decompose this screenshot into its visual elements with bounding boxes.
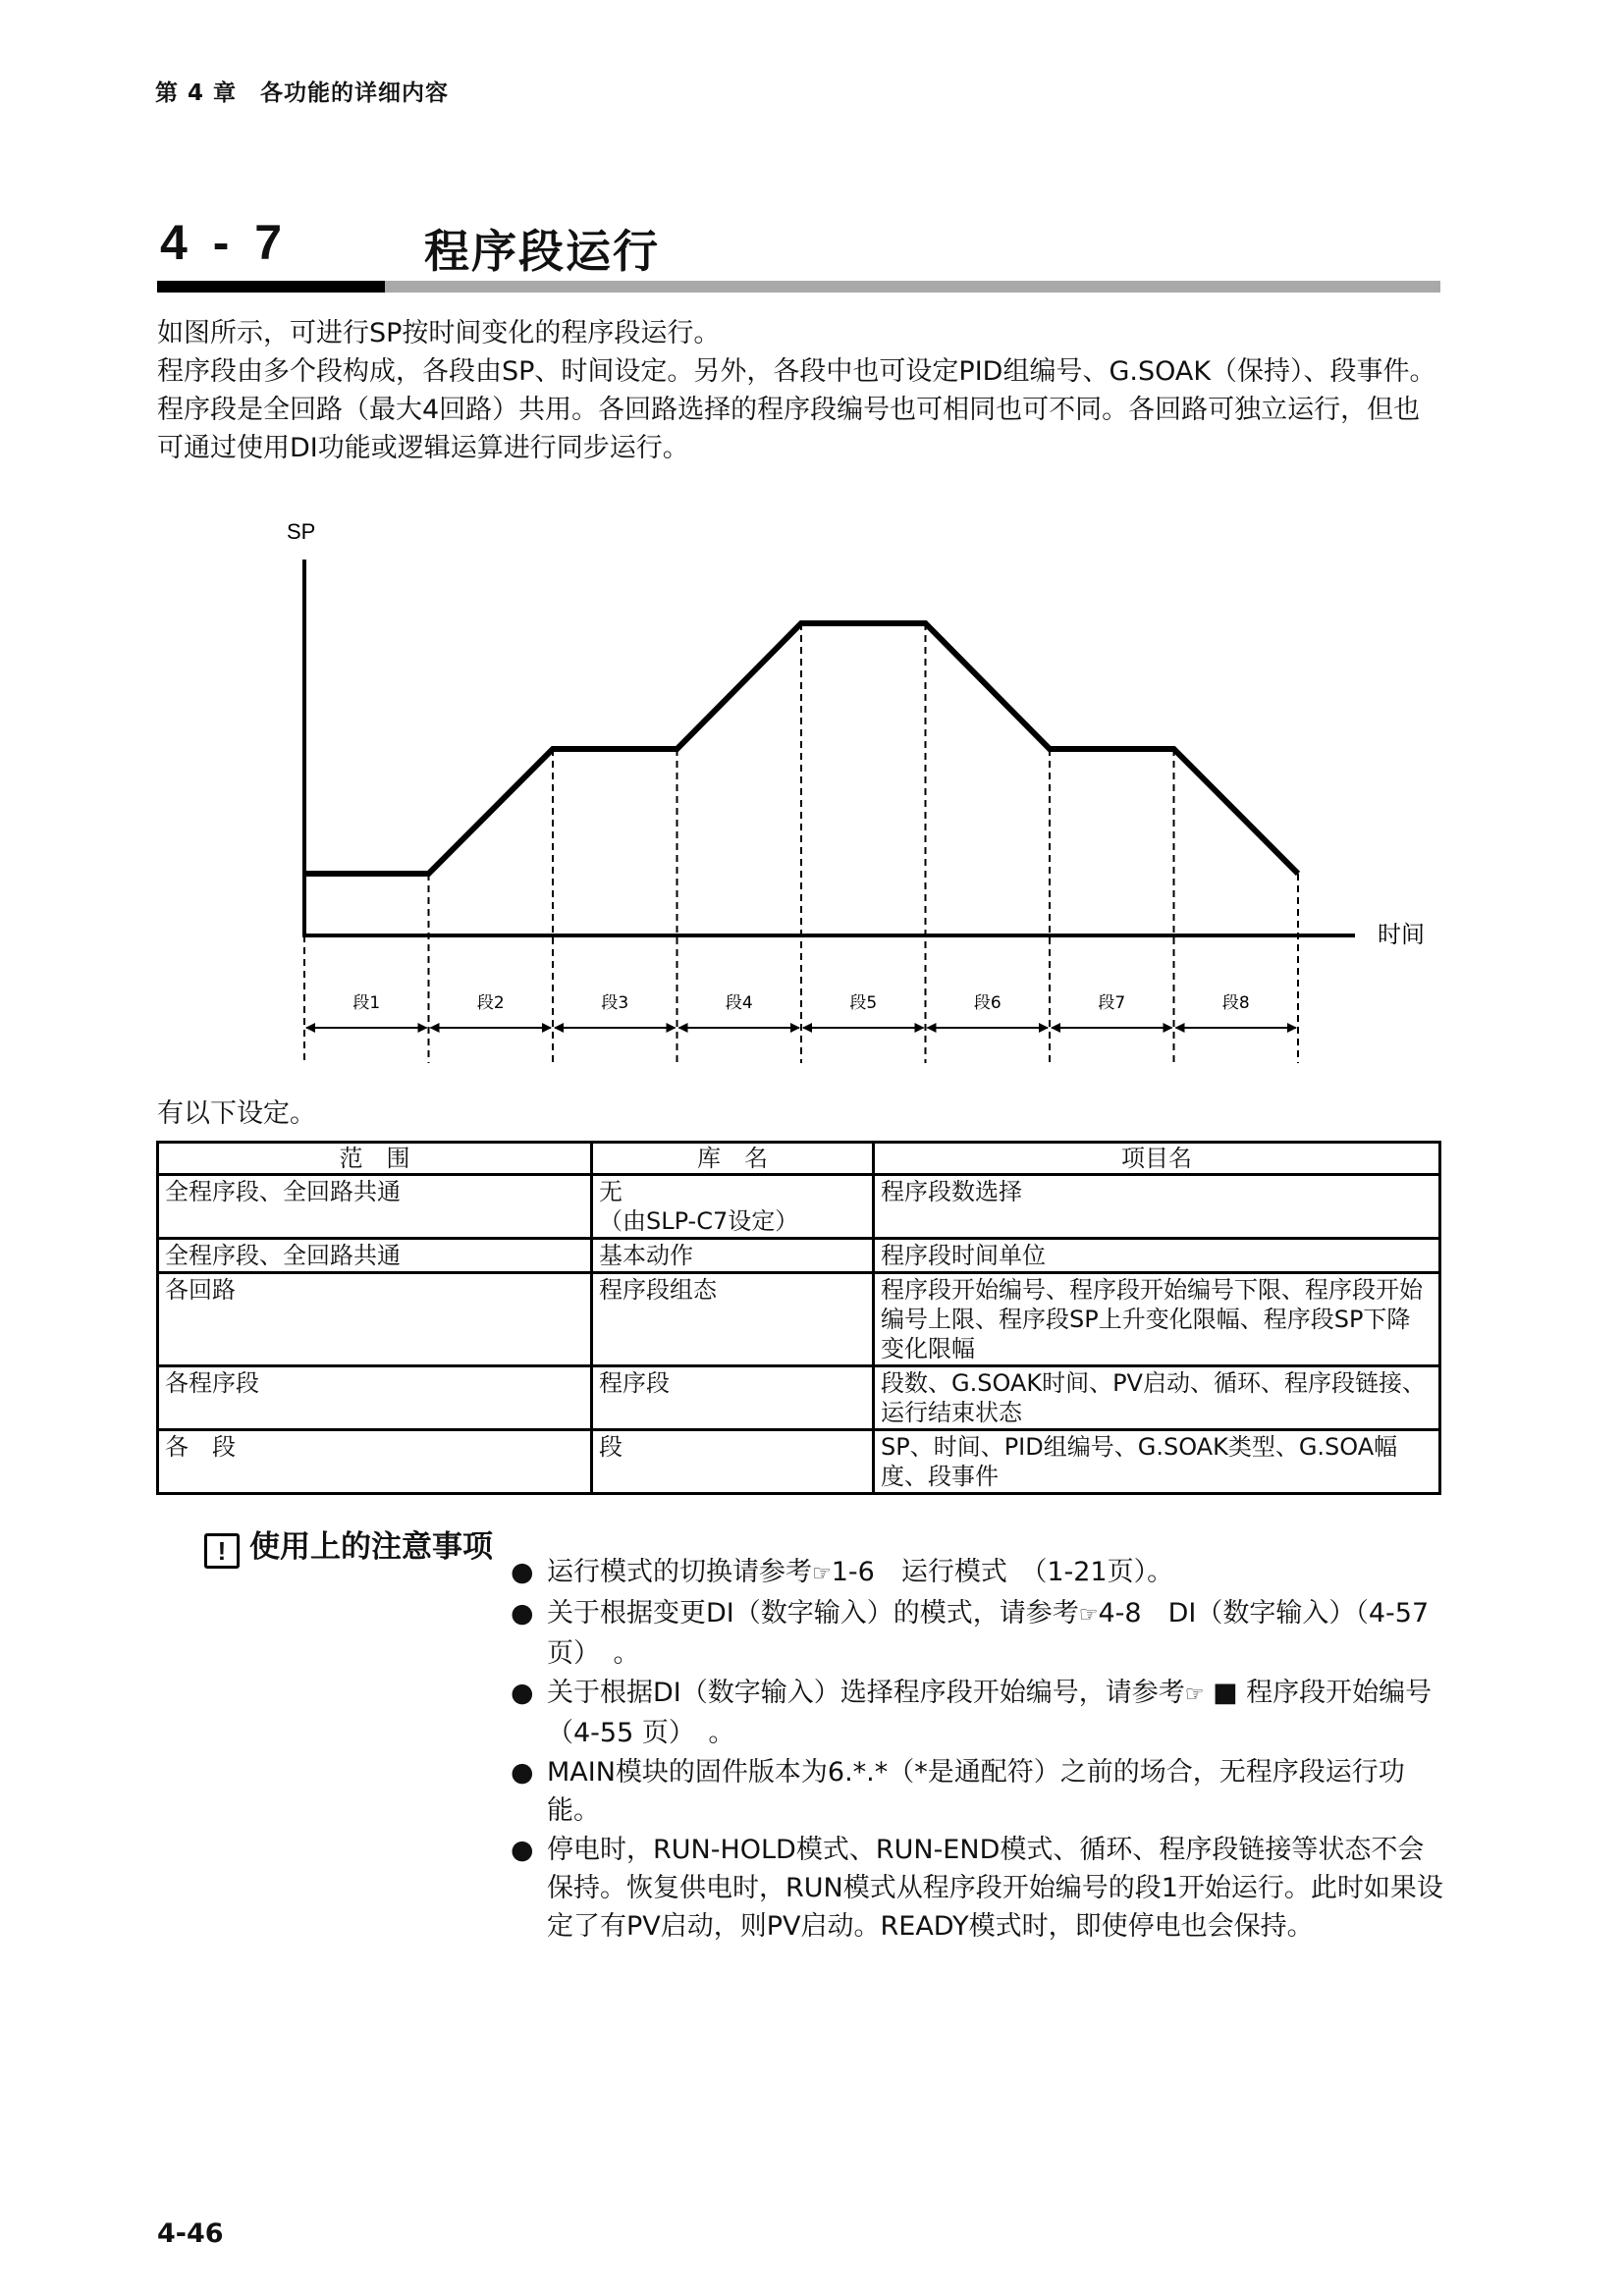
intro-paragraph: 程序段由多个段构成，各段由SP、时间设定。另外，各段中也可设定PID组编号、G.SOAK（保持）、段事件。 bbox=[157, 356, 1436, 387]
table-row bbox=[158, 1239, 1440, 1273]
bullet-icon: ● bbox=[511, 1598, 534, 1629]
bullet-icon: ● bbox=[511, 1557, 534, 1587]
segment-label: 段5 bbox=[849, 993, 878, 1013]
reference-text: ■ 程序段开始编号 （4-55 页） 。 bbox=[547, 1678, 1459, 1748]
table-cell: SP、时间、PID组编号、G.SOAK类型、G.SOA幅度、段事件 bbox=[874, 1430, 1440, 1494]
reference-icon: ☞ bbox=[1078, 1603, 1099, 1628]
segment-label: 段6 bbox=[973, 993, 1001, 1013]
table-cell: 各回路 bbox=[158, 1273, 592, 1366]
list-item bbox=[511, 1753, 1443, 1830]
title-rule-gray bbox=[385, 281, 1440, 293]
note-text: MAIN模块的固件版本为6.*.*（*是通配符）之前的场合，无程序段运行功能。 bbox=[547, 1757, 1405, 1826]
section-number: 4 - 7 bbox=[160, 215, 289, 270]
col-header-item: 项目名 bbox=[874, 1143, 1440, 1175]
note-text: 关于根据变更DI（数字输入）的模式，请参考 bbox=[547, 1598, 1079, 1629]
table-cell: 基本动作 bbox=[592, 1239, 874, 1273]
program-pattern-chart bbox=[265, 515, 1425, 1075]
caution-icon: ! bbox=[204, 1533, 240, 1569]
segment-label: 段8 bbox=[1221, 993, 1250, 1013]
segment-label: 段4 bbox=[725, 993, 753, 1013]
list-item bbox=[511, 1553, 1443, 1593]
table-cell: 程序段 bbox=[592, 1366, 874, 1430]
col-header-scope: 范 围 bbox=[158, 1143, 592, 1175]
table-cell: 程序段组态 bbox=[592, 1273, 874, 1366]
title-rule-black bbox=[157, 281, 385, 293]
list-item bbox=[511, 1594, 1443, 1673]
caution-title: 使用上的注意事项 bbox=[249, 1529, 493, 1565]
reference-icon: ☞ bbox=[1184, 1682, 1205, 1707]
table-cell: 程序段时间单位 bbox=[874, 1239, 1440, 1273]
table-row bbox=[158, 1366, 1440, 1430]
table-cell: 全程序段、全回路共通 bbox=[158, 1239, 592, 1273]
table-cell: 各程序段 bbox=[158, 1366, 592, 1430]
reference-text: 1-6 运行模式 （1-21页）。 bbox=[831, 1557, 1174, 1587]
segment-dividers bbox=[304, 623, 1298, 1063]
table-row bbox=[158, 1430, 1440, 1494]
list-item bbox=[511, 1831, 1443, 1946]
table-cell: 段 bbox=[592, 1430, 874, 1494]
bullet-icon: ● bbox=[511, 1678, 534, 1708]
table-cell: 程序段数选择 bbox=[874, 1175, 1440, 1239]
table-header-row bbox=[158, 1143, 1440, 1175]
segment-label: 段7 bbox=[1098, 993, 1126, 1013]
y-axis-label: SP bbox=[287, 519, 316, 544]
table-row bbox=[158, 1273, 1440, 1366]
segment-label: 段2 bbox=[476, 993, 505, 1013]
segment-label: 段1 bbox=[352, 993, 381, 1013]
bullet-icon: ● bbox=[511, 1835, 534, 1865]
intro-paragraph: 如图所示，可进行SP按时间变化的程序段运行。 bbox=[157, 318, 721, 348]
settings-lead: 有以下设定。 bbox=[157, 1098, 316, 1129]
list-item bbox=[511, 1674, 1459, 1752]
bullet-icon: ● bbox=[511, 1757, 534, 1788]
note-text: 停电时，RUN-HOLD模式、RUN-END模式、循环、程序段链接等状态不会保持。恢复供电时，RUN模式从程序段开始编号的段1开始运行。此时如果设定了有PV启动，则PV启动。READY模式时，即使停电也会保持。 bbox=[547, 1835, 1443, 1942]
table-cell: 程序段开始编号、程序段开始编号下限、程序段开始编号上限、程序段SP上升变化限幅、程序段SP下降变化限幅 bbox=[874, 1273, 1440, 1366]
table-cell: 全程序段、全回路共通 bbox=[158, 1175, 592, 1239]
segment-label: 段3 bbox=[601, 993, 629, 1013]
note-text: 关于根据DI（数字输入）选择程序段开始编号，请参考 bbox=[547, 1678, 1185, 1708]
settings-table bbox=[156, 1141, 1441, 1495]
section-title: 程序段运行 bbox=[424, 225, 660, 278]
chapter-header: 第 4 章 各功能的详细内容 bbox=[155, 80, 450, 106]
table-cell: 无 （由SLP-C7设定） bbox=[592, 1175, 874, 1239]
col-header-library: 库 名 bbox=[592, 1143, 874, 1175]
x-axis-label: 时间 bbox=[1378, 921, 1425, 948]
reference-text: 4-8 DI（数字输入）（4-57页） 。 bbox=[547, 1598, 1430, 1669]
table-row bbox=[158, 1175, 1440, 1239]
reference-icon: ☞ bbox=[812, 1562, 832, 1586]
intro-text bbox=[157, 314, 1443, 467]
intro-paragraph: 程序段是全回路（最大4回路）共用。各回路选择的程序段编号也可相同也可不同。各回路可独立运行，但也可通过使用DI功能或逻辑运算进行同步运行。 bbox=[157, 395, 1421, 463]
note-text: 运行模式的切换请参考 bbox=[547, 1557, 812, 1587]
table-cell: 段数、G.SOAK时间、PV启动、循环、程序段链接、运行结束状态 bbox=[874, 1366, 1440, 1430]
table-cell: 各 段 bbox=[158, 1430, 592, 1494]
page-number: 4-46 bbox=[157, 2218, 224, 2249]
caution-list bbox=[511, 1553, 1459, 1947]
caution-heading bbox=[204, 1522, 493, 1569]
